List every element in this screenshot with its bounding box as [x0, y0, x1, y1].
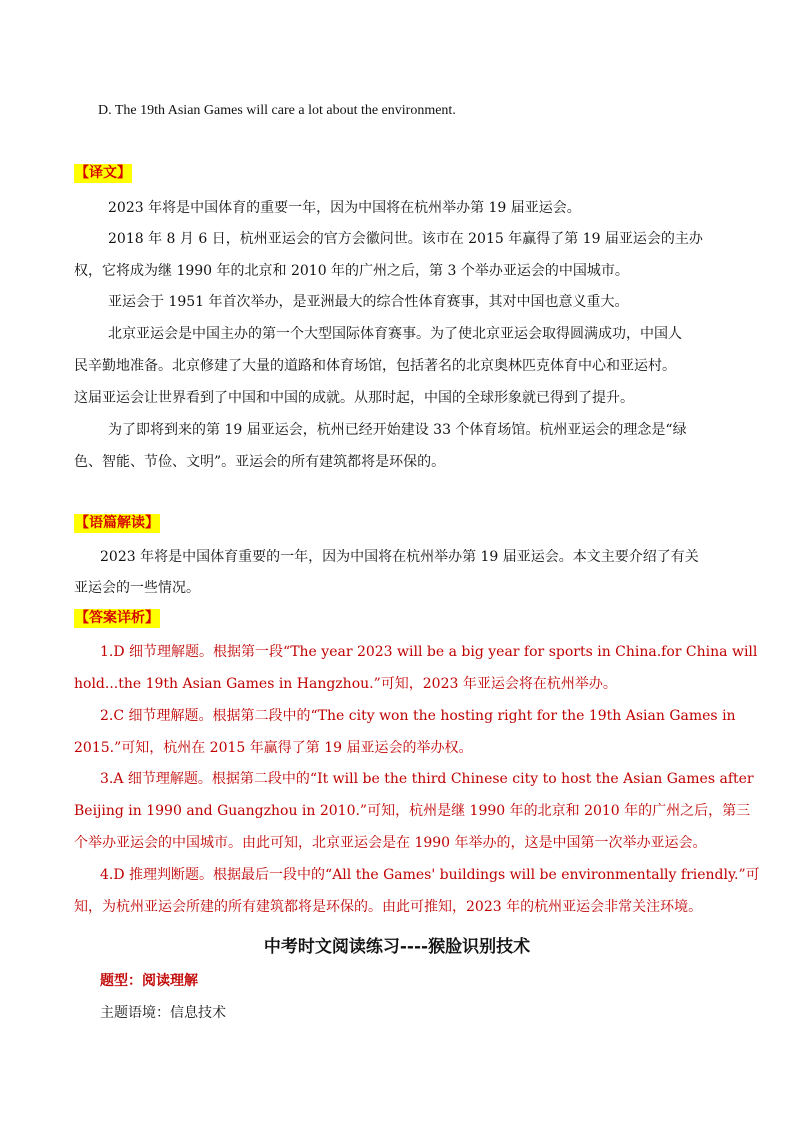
translation-line: 2018 年 8 月 6 日，杭州亚运会的官方会徽问世。该市在 2015 年赢得了第 19 届亚运会的主办: [108, 231, 703, 247]
passage-analysis-line: 亚运会的一些情况。: [74, 580, 200, 596]
translation-line: 民辛勤地准备。北京修建了大量的道路和体育场馆，包括著名的北京奥林匹克体育中心和亚运村。: [74, 358, 676, 374]
answer-line: 1.D 细节理解题。根据第一段“The year 2023 will be a big year for sports in China.for China will: [100, 644, 758, 660]
answer-line: Beijing in 1990 and Guangzhou in 2010.”可知，杭州是继 1990 年的北京和 2010 年的广州之后，第三: [74, 803, 751, 819]
translation-line: 权，它将成为继 1990 年的北京和 2010 年的广州之后，第 3 个举办亚运会的中国城市。: [74, 263, 629, 279]
answer-line: 2015.”可知，杭州在 2015 年赢得了第 19 届亚运会的举办权。: [74, 740, 473, 756]
passage-analysis-line: 2023 年将是中国体育重要的一年，因为中国将在杭州举办第 19 届亚运会。本文主要介绍了有关: [100, 549, 699, 565]
translation-line: 2023 年将是中国体育的重要一年，因为中国将在杭州举办第 19 届亚运会。: [108, 200, 581, 216]
answer-line: 2.C 细节理解题。根据第二段中的“The city won the hosting right for the 19th Asian Games in: [100, 708, 736, 724]
translation-line: 这届亚运会让世界看到了中国和中国的成就。从那时起，中国的全球形象就已得到了提升。: [74, 390, 634, 406]
passage-analysis-label: 【语篇解读】: [75, 515, 159, 531]
answer-line: 知，为杭州亚运会所建的所有建筑都将是环保的。由此可推知，2023 年的杭州亚运会非常关注环境。: [74, 899, 703, 915]
translation-line: 为了即将到来的第 19 届亚运会，杭州已经开始建设 33 个体育场馆。杭州亚运会的理念是“绿: [108, 422, 687, 438]
theme-context: 主题语境：信息技术: [100, 1005, 226, 1021]
section-title: 中考时文阅读练习----猴脸识别技术: [263, 937, 531, 957]
answer-line: 个举办亚运会的中国城市。由此可知，北京亚运会是在 1990 年举办的，这是中国第一次举办亚运会。: [74, 835, 707, 851]
answer-line: 4.D 推理判断题。根据最后一段中的“All the Games' buildings will be environmentally friendly.”可: [100, 867, 760, 883]
answer-line: hold...the 19th Asian Games in Hangzhou.”可知，2023 年亚运会将在杭州举办。: [74, 676, 617, 692]
translation-line: 色、智能、节俭、文明”。亚运会的所有建筑都将是环保的。: [74, 454, 446, 470]
answer-analysis-label: 【答案详析】: [75, 610, 159, 626]
translation-line: 北京亚运会是中国主办的第一个大型国际体育赛事。为了使北京亚运会取得圆满成功，中国人: [108, 326, 682, 342]
translation-line: 亚运会于 1951 年首次举办，是亚洲最大的综合性体育赛事，其对中国也意义重大。: [108, 294, 629, 310]
option-d: D. The 19th Asian Games will care a lot about the environment.: [98, 103, 456, 118]
question-type-label: 题型：阅读理解: [100, 973, 198, 989]
answer-line: 3.A 细节理解题。根据第二段中的“It will be the third Chinese city to host the Asian Games after: [100, 771, 754, 787]
translation-label: 【译文】: [75, 165, 131, 181]
